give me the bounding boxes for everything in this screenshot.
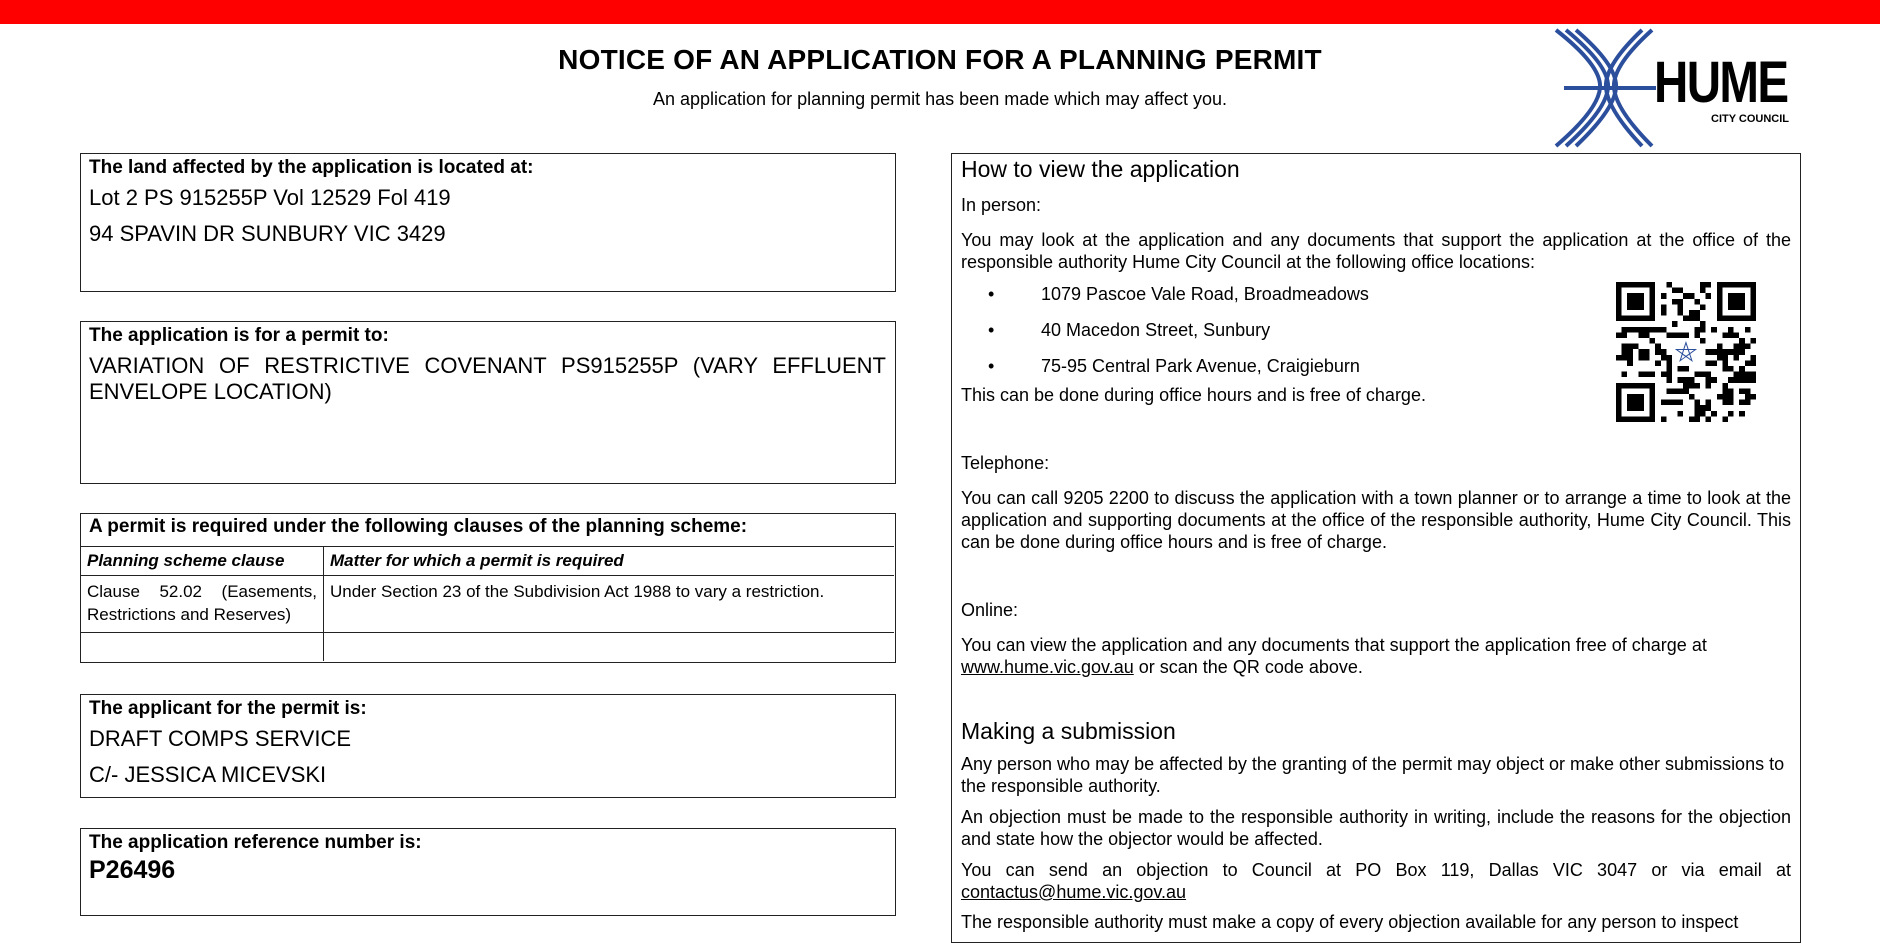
list-item: • 40 Macedon Street, Sunbury — [952, 312, 1800, 348]
submission-paragraph-1: Any person who may be affected by the granting of the permit may object or make other submissions to the responsible authority. — [961, 754, 1785, 796]
view-heading: How to view the application — [961, 156, 1240, 182]
in-person-text: You may look at the application and any documents that support the application at the office of the responsible authority Hume City Council at the following office locations: — [961, 230, 1791, 272]
online-text-end: or scan the QR code above. — [1138, 657, 1363, 677]
applicant-heading: The applicant for the permit is: — [89, 698, 367, 719]
planning-clauses-box — [80, 513, 896, 663]
in-person-label: In person: — [961, 195, 1042, 215]
permit-description: VARIATION OF RESTRICTIVE COVENANT PS915255P (VARY EFFLUENT ENVELOPE LOCATION) — [89, 353, 886, 404]
submission-paragraph-4: The responsible authority must make a copy of every objection available for any person to inspect — [961, 912, 1739, 932]
applicant-box — [80, 694, 896, 798]
list-item: • 75-95 Central Park Avenue, Craigieburn — [952, 348, 1800, 384]
clauses-heading: A permit is required under the following clauses of the planning scheme: — [89, 516, 748, 537]
table-row — [81, 576, 894, 633]
applicant-name: DRAFT COMPS SERVICE — [89, 726, 352, 751]
online-text-start: You can view the application and any documents that support the application free of charge at — [961, 635, 1707, 655]
list-item: • 1079 Pascoe Vale Road, Broadmeadows — [952, 276, 1800, 312]
matter-cell: Under Section 23 of the Subdivision Act 1988 to vary a restriction. — [324, 576, 895, 633]
telephone-label: Telephone: — [961, 453, 1050, 473]
reference-number-box — [80, 828, 896, 916]
svg-text:⛤: ⛤ — [1674, 335, 1698, 369]
hume-website-link[interactable]: www.hume.vic.gov.au — [961, 657, 1134, 677]
table-header-row — [81, 547, 894, 576]
permit-heading: The application is for a permit to: — [89, 325, 389, 346]
contact-email-link[interactable]: contactus@hume.vic.gov.au — [961, 882, 1187, 902]
hume-emblem-icon — [1552, 26, 1662, 150]
applicant-contact: C/- JESSICA MICEVSKI — [89, 762, 327, 787]
reference-heading: The application reference number is: — [89, 832, 422, 853]
telephone-text: You can call 9205 2200 to discuss the application with a town planner or to arrange a time to look at the application and supporting documents at the office of the responsible authority, Hume City Council. This can be done during office hours and is free of charge. — [961, 488, 1791, 552]
hours-text: This can be done during office hours and is free of charge. — [961, 385, 1426, 405]
clause-cell — [81, 633, 324, 662]
clause-cell: Clause 52.02 (Easements, Restrictions and Reserves) — [81, 576, 324, 633]
matter-cell — [324, 633, 895, 662]
column-header-matter: Matter for which a permit is required — [324, 547, 895, 576]
qr-code-icon — [1616, 282, 1756, 422]
land-title-line: Lot 2 PS 915255P Vol 12529 Fol 419 — [89, 185, 451, 210]
submission-paragraph-2: An objection must be made to the responsible authority in writing, include the reasons for the objection and state how the objector would be affected. — [961, 807, 1791, 849]
notice-title: NOTICE OF AN APPLICATION FOR A PLANNING PERMIT — [558, 44, 1322, 75]
clauses-table — [81, 546, 894, 661]
table-row — [81, 633, 894, 662]
view-and-submission-box — [951, 153, 1801, 943]
logo-subtext: CITY COUNCIL — [1711, 113, 1790, 125]
land-address-line: 94 SPAVIN DR SUNBURY VIC 3429 — [89, 221, 446, 246]
submission-heading: Making a submission — [961, 718, 1176, 744]
hume-city-council-logo — [1552, 26, 1832, 150]
submission-text: You can send an objection to Council at PO Box 119, Dallas VIC 3047 or via email at — [961, 860, 1791, 880]
online-label: Online: — [961, 600, 1019, 620]
top-banner — [0, 0, 1880, 24]
land-heading: The land affected by the application is located at: — [89, 157, 534, 178]
online-text — [961, 634, 1791, 678]
land-affected-box — [80, 153, 896, 292]
submission-paragraph-3 — [961, 859, 1791, 903]
notice-subtitle: An application for planning permit has been made which may affect you. — [652, 89, 1227, 109]
reference-number: P26496 — [89, 856, 176, 884]
column-header-clause: Planning scheme clause — [81, 547, 324, 576]
permit-purpose-box — [80, 321, 896, 484]
logo-wordmark: HUME — [1654, 50, 1788, 115]
